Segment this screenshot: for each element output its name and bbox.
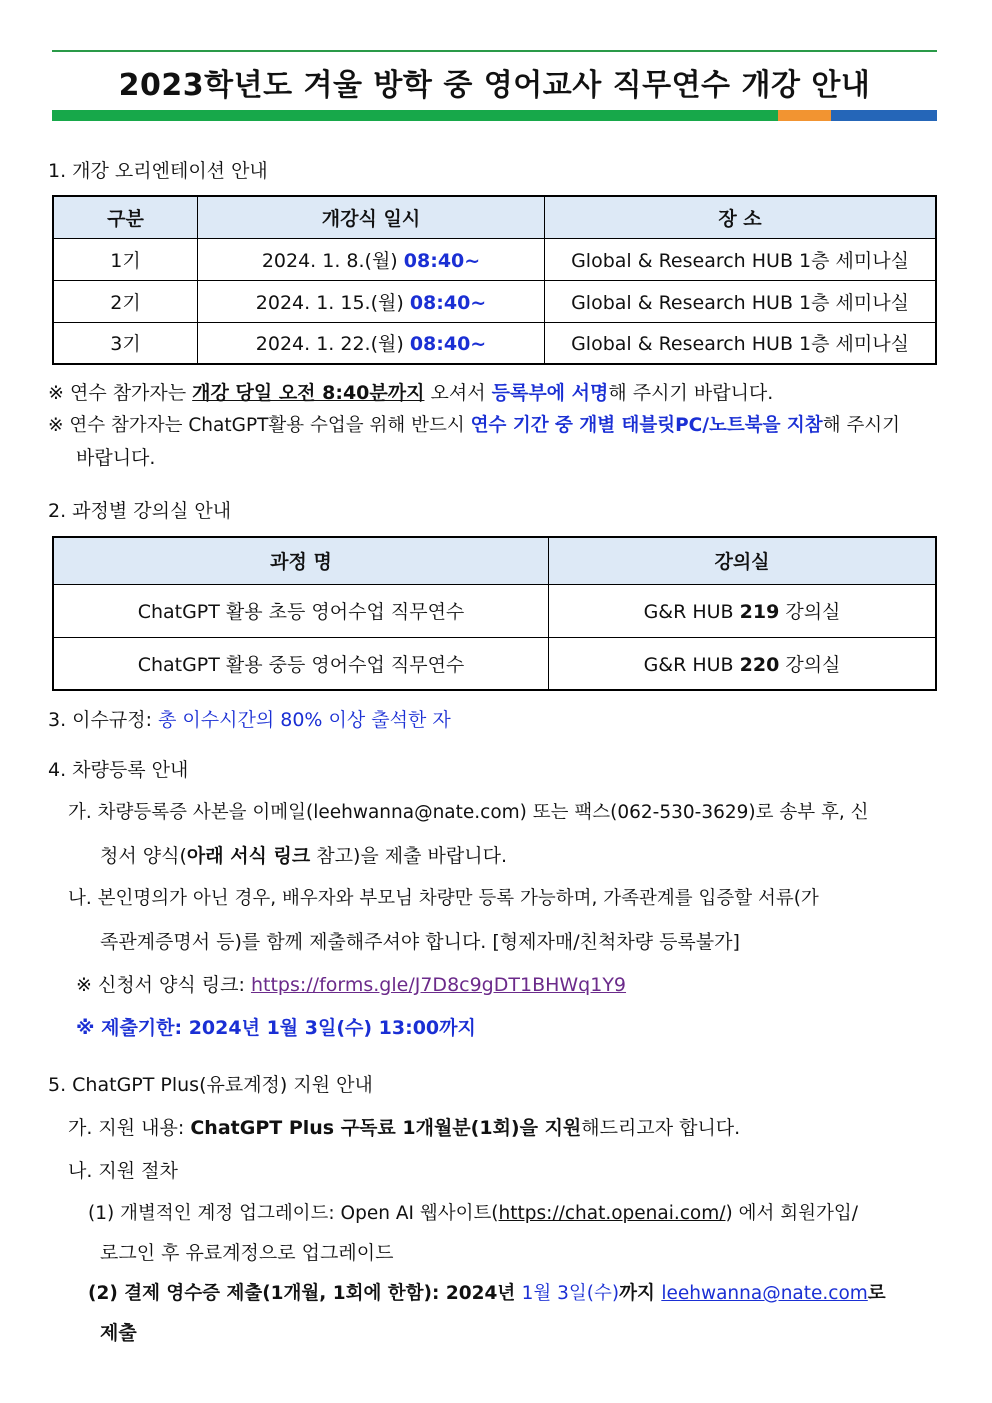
date-cell: 2024. 1. 8.(월) 08:40~: [198, 238, 545, 280]
note-arrival: ※ 연수 참가자는 개강 당일 오전 8:40분까지 오셔서 등록부에 서명해 주시기 바랍니다.: [48, 382, 774, 404]
section-2-heading: 2. 과정별 강의실 안내: [48, 500, 232, 522]
section-3-completion: 3. 이수규정: 총 이수시간의 80% 이상 출석한 자: [48, 709, 451, 731]
form-link-line: ※ 신청서 양식 링크: https://forms.gle/J7D8c9gDT1BHWq1Y9: [76, 974, 627, 996]
room-cell: G&R HUB 219 강의실: [549, 584, 937, 637]
vehicle-item-ga: 가. 차량등록증 사본을 이메일(leehwanna@nate.com) 또는 팩스(062-530-3629)로 송부 후, 신: [68, 802, 869, 823]
page-title: 2023학년도 겨울 방학 중 영어교사 직무연수 개강 안내: [118, 68, 871, 103]
course-cell: ChatGPT 활용 초등 영어수업 직무연수: [53, 584, 549, 637]
support-item-ga: 가. 지원 내용: ChatGPT Plus 구독료 1개월분(1회)을 지원해드리고자 합니다.: [68, 1117, 741, 1139]
col-header-room: 강의실: [549, 537, 937, 584]
course-cell: ChatGPT 활용 중등 영어수업 직무연수: [53, 637, 549, 690]
step-1: (1) 개별적인 계정 업그레이드: Open AI 웹사이트(https://chat.openai.com/) 에서 회원가입/: [88, 1203, 858, 1224]
vehicle-item-ga-cont: 청서 양식(아래 서식 링크 참고)을 제출 바랍니다.: [100, 845, 507, 867]
support-item-na: 나. 지원 절차: [68, 1160, 178, 1182]
title-bar-green: [52, 110, 778, 121]
table-row: [53, 322, 936, 364]
room-cell: G&R HUB 220 강의실: [549, 637, 937, 690]
vehicle-item-na: 나. 본인명의가 아닌 경우, 배우자와 부모님 차량만 등록 가능하며, 가족관계를 입증할 서류(가: [68, 888, 819, 909]
note-device: ※ 연수 참가자는 ChatGPT활용 수업을 위해 반드시 연수 기간 중 개별 태블릿PC/노트북을 지참해 주시기: [48, 415, 901, 436]
term-cell: 2기: [53, 280, 198, 322]
deadline-line: ※ 제출기한: 2024년 1월 3일(수) 13:00까지: [76, 1017, 476, 1039]
term-cell: 1기: [53, 238, 198, 280]
section-1-heading: 1. 개강 오리엔테이션 안내: [48, 160, 268, 182]
form-link[interactable]: https://forms.gle/J7D8c9gDT1BHWq1Y9: [250, 974, 627, 996]
table-row: [53, 584, 936, 637]
step-2: (2) 결제 영수증 제출(1개월, 1회에 한함): 2024년 1월 3일(수)까지 leehwanna@nate.com로: [88, 1283, 886, 1304]
table-row: [53, 637, 936, 690]
col-header-course: 과정 명: [53, 537, 549, 584]
place-cell: Global & Research HUB 1층 세미나실: [545, 238, 937, 280]
place-cell: Global & Research HUB 1층 세미나실: [545, 322, 937, 364]
term-cell: 3기: [53, 322, 198, 364]
title-top-rule: [52, 50, 937, 52]
col-header-place: 장 소: [545, 196, 937, 238]
note-device-cont: 바랍니다.: [76, 447, 156, 469]
col-header-date: 개강식 일시: [198, 196, 545, 238]
title-bar-orange: [778, 110, 831, 121]
step-2-cont: 제출: [100, 1322, 137, 1344]
classroom-table: [52, 536, 937, 691]
email-link[interactable]: leehwanna@nate.com: [661, 1283, 868, 1304]
openai-link[interactable]: https://chat.openai.com/: [498, 1203, 726, 1224]
place-cell: Global & Research HUB 1층 세미나실: [545, 280, 937, 322]
date-cell: 2024. 1. 22.(월) 08:40~: [198, 322, 545, 364]
table-row: [53, 238, 936, 280]
col-header-term: 구분: [53, 196, 198, 238]
title-bar-blue: [831, 110, 937, 121]
orientation-table: [52, 195, 937, 365]
date-cell: 2024. 1. 15.(월) 08:40~: [198, 280, 545, 322]
step-1-cont: 로그인 후 유료계정으로 업그레이드: [100, 1242, 394, 1264]
vehicle-item-na-cont: 족관계증명서 등)를 함께 제출해주셔야 합니다. [형제자매/친척차량 등록불가]: [100, 931, 740, 953]
section-4-heading: 4. 차량등록 안내: [48, 759, 189, 781]
section-5-heading: 5. ChatGPT Plus(유료계정) 지원 안내: [48, 1074, 373, 1096]
table-row: [53, 280, 936, 322]
